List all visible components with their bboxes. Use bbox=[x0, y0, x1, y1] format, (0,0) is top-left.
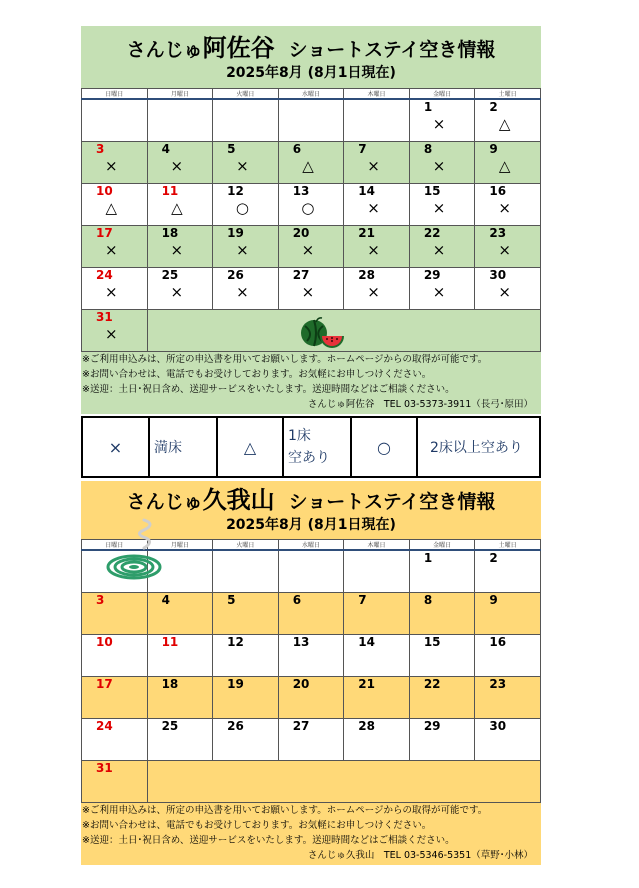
kugayama-week-row bbox=[82, 635, 541, 677]
asagaya-day-cell bbox=[82, 142, 148, 184]
availability-mark: × bbox=[367, 283, 380, 301]
kugayama-note-3: ※送迎：土日･祝日含め、送迎サービスをいたします。送迎時間などはご相談ください。 bbox=[82, 835, 455, 846]
day-number: 14 bbox=[358, 635, 375, 649]
asagaya-day-cell bbox=[213, 142, 279, 184]
day-number: 5 bbox=[227, 593, 236, 607]
availability-mark: × bbox=[301, 283, 315, 301]
day-number: 27 bbox=[292, 719, 310, 733]
asagaya-notes bbox=[81, 352, 541, 414]
availability-mark: × bbox=[236, 283, 249, 301]
kugayama-weekday-header: 月曜日 bbox=[147, 540, 213, 551]
availability-mark: × bbox=[432, 115, 446, 133]
kugayama-day-cell bbox=[278, 593, 344, 635]
kugayama-day-cell bbox=[147, 719, 213, 761]
availability-mark: × bbox=[498, 241, 511, 259]
day-number: 25 bbox=[161, 719, 179, 733]
kugayama-day-cell bbox=[82, 635, 148, 677]
availability-mark: ○ bbox=[235, 199, 249, 217]
availability-mark: × bbox=[104, 241, 118, 259]
asagaya-date-line: 2025年8月 (8月1日現在) bbox=[226, 65, 396, 81]
kugayama-day-cell bbox=[82, 719, 148, 761]
kugayama-day-cell bbox=[344, 719, 410, 761]
asagaya-day-cell bbox=[82, 310, 148, 352]
day-number: 23 bbox=[489, 226, 507, 240]
kugayama-weekday-header: 金曜日 bbox=[409, 540, 475, 551]
availability-mark: ○ bbox=[301, 199, 315, 217]
availability-mark: × bbox=[104, 283, 118, 301]
day-number: 17 bbox=[96, 226, 113, 240]
legend-full-symbol: × bbox=[82, 417, 149, 477]
kugayama-empty-day-cell bbox=[344, 550, 410, 593]
kugayama-day-cell bbox=[475, 550, 541, 593]
kugayama-day-cell bbox=[147, 635, 213, 677]
day-number: 19 bbox=[227, 677, 244, 691]
kugayama-weekday-header: 日曜日 bbox=[82, 540, 148, 551]
day-number: 29 bbox=[423, 268, 441, 282]
availability-mark: × bbox=[498, 199, 511, 217]
asagaya-note-2: ※お問い合わせは、電話でもお受けしております。お気軽にお申しつけください。 bbox=[82, 369, 432, 380]
day-number: 30 bbox=[489, 268, 507, 282]
asagaya-weekday-header: 土曜日 bbox=[475, 89, 541, 100]
availability-mark: × bbox=[236, 241, 249, 259]
kugayama-contact: さんじゅ久我山 TEL 03-5346-5351（草野･小林） bbox=[307, 850, 533, 861]
legend-one-bed-symbol: △ bbox=[217, 417, 283, 477]
asagaya-weekday-header: 水曜日 bbox=[278, 89, 344, 100]
asagaya-week-row bbox=[82, 142, 541, 184]
asagaya-week-row bbox=[82, 99, 541, 142]
mosquito-coil-icon bbox=[104, 516, 162, 580]
asagaya-day-cell bbox=[344, 268, 410, 310]
day-number: 4 bbox=[161, 142, 170, 156]
availability-mark: × bbox=[498, 283, 511, 301]
day-number: 26 bbox=[227, 268, 244, 282]
kugayama-empty-span-cell bbox=[147, 761, 540, 803]
asagaya-day-cell bbox=[475, 184, 541, 226]
kugayama-weekday-header: 火曜日 bbox=[213, 540, 279, 551]
kugayama-day-cell bbox=[213, 593, 279, 635]
asagaya-day-cell bbox=[82, 268, 148, 310]
day-number: 10 bbox=[96, 184, 113, 198]
legend-one-bed-label: 1床 空あり bbox=[283, 417, 351, 477]
day-number: 14 bbox=[358, 184, 375, 198]
asagaya-day-cell bbox=[475, 226, 541, 268]
asagaya-day-cell bbox=[344, 226, 410, 268]
kugayama-day-cell bbox=[475, 677, 541, 719]
day-number: 5 bbox=[227, 142, 236, 156]
kugayama-weekday-header: 土曜日 bbox=[475, 540, 541, 551]
kugayama-day-cell bbox=[344, 593, 410, 635]
kugayama-day-cell bbox=[409, 550, 475, 593]
day-number: 18 bbox=[161, 226, 179, 240]
asagaya-day-cell bbox=[82, 184, 148, 226]
legend-two-beds-symbol: ○ bbox=[351, 417, 417, 477]
asagaya-week-row bbox=[82, 268, 541, 310]
kugayama-day-cell bbox=[475, 593, 541, 635]
day-number: 12 bbox=[227, 184, 244, 198]
asagaya-day-cell bbox=[147, 226, 213, 268]
day-number: 7 bbox=[358, 593, 367, 607]
day-number: 13 bbox=[292, 184, 310, 198]
kugayama-day-cell bbox=[147, 677, 213, 719]
availability-mark: × bbox=[170, 241, 184, 259]
asagaya-empty-day-cell bbox=[213, 99, 279, 142]
day-number: 6 bbox=[292, 593, 302, 607]
kugayama-week-row bbox=[82, 593, 541, 635]
asagaya-day-cell bbox=[82, 226, 148, 268]
asagaya-day-cell bbox=[147, 142, 213, 184]
day-number: 15 bbox=[423, 635, 441, 649]
asagaya-week-row bbox=[82, 226, 541, 268]
day-number: 2 bbox=[489, 551, 498, 565]
availability-mark: × bbox=[367, 199, 380, 217]
asagaya-day-cell bbox=[213, 184, 279, 226]
day-number: 9 bbox=[489, 142, 498, 156]
availability-mark: × bbox=[432, 283, 446, 301]
day-number: 17 bbox=[96, 677, 113, 691]
day-number: 31 bbox=[96, 761, 113, 775]
asagaya-empty-day-cell bbox=[82, 99, 148, 142]
kugayama-day-cell bbox=[213, 677, 279, 719]
asagaya-day-cell bbox=[409, 99, 475, 142]
asagaya-weekday-header: 月曜日 bbox=[147, 89, 213, 100]
day-number: 24 bbox=[96, 719, 113, 733]
day-number: 21 bbox=[358, 677, 375, 691]
asagaya-day-cell bbox=[409, 142, 475, 184]
day-number: 16 bbox=[489, 184, 507, 198]
kugayama-day-cell bbox=[409, 593, 475, 635]
day-number: 12 bbox=[227, 635, 244, 649]
day-number: 13 bbox=[292, 635, 310, 649]
day-number: 1 bbox=[423, 100, 433, 114]
day-number: 21 bbox=[358, 226, 375, 240]
asagaya-empty-day-cell bbox=[278, 99, 344, 142]
day-number: 15 bbox=[423, 184, 441, 198]
legend-full-label: 満床 bbox=[149, 417, 217, 477]
day-number: 20 bbox=[292, 677, 310, 691]
day-number: 31 bbox=[96, 310, 113, 324]
asagaya-note-3: ※送迎：土日･祝日含め、送迎サービスをいたします。送迎時間などはご相談ください。 bbox=[82, 384, 455, 395]
kugayama-day-cell bbox=[409, 635, 475, 677]
day-number: 27 bbox=[292, 268, 310, 282]
asagaya-day-cell bbox=[475, 268, 541, 310]
kugayama-day-cell bbox=[278, 719, 344, 761]
asagaya-day-cell bbox=[409, 268, 475, 310]
asagaya-title-bar bbox=[81, 26, 541, 88]
day-number: 28 bbox=[358, 268, 375, 282]
day-number: 8 bbox=[423, 593, 433, 607]
kugayama-day-cell bbox=[344, 677, 410, 719]
availability-mark: × bbox=[170, 157, 184, 175]
day-number: 16 bbox=[489, 635, 507, 649]
kugayama-day-cell bbox=[475, 635, 541, 677]
day-number: 6 bbox=[292, 142, 302, 156]
day-number: 26 bbox=[227, 719, 244, 733]
kugayama-note-1: ※ご利用申込みは、所定の申込書を用いてお願いします。ホームページからの取得が可能です。 bbox=[82, 805, 488, 816]
availability-mark: × bbox=[236, 157, 249, 175]
asagaya-day-cell bbox=[278, 268, 344, 310]
day-number: 10 bbox=[96, 635, 113, 649]
asagaya-day-cell bbox=[278, 184, 344, 226]
day-number: 7 bbox=[358, 142, 367, 156]
kugayama-notes bbox=[81, 803, 541, 865]
day-number: 22 bbox=[423, 677, 441, 691]
kugayama-week-row bbox=[82, 719, 541, 761]
asagaya-empty-day-cell bbox=[147, 99, 213, 142]
kugayama-day-cell bbox=[82, 761, 148, 803]
kugayama-day-cell bbox=[278, 635, 344, 677]
availability-mark: △ bbox=[171, 199, 183, 217]
asagaya-day-cell bbox=[409, 226, 475, 268]
kugayama-day-cell bbox=[409, 719, 475, 761]
day-number: 22 bbox=[423, 226, 441, 240]
day-number: 29 bbox=[423, 719, 441, 733]
kugayama-day-cell bbox=[213, 635, 279, 677]
asagaya-title: さんじゅ阿佐谷 ショートステイ空き情報 bbox=[126, 34, 496, 62]
kugayama-day-cell bbox=[278, 677, 344, 719]
day-number: 18 bbox=[161, 677, 179, 691]
kugayama-day-cell bbox=[344, 635, 410, 677]
day-number: 30 bbox=[489, 719, 507, 733]
asagaya-day-cell bbox=[278, 226, 344, 268]
asagaya-week-row bbox=[82, 184, 541, 226]
kugayama-empty-day-cell bbox=[213, 550, 279, 593]
kugayama-week-row bbox=[82, 677, 541, 719]
legend-two-beds-label: 2床以上空あり bbox=[417, 417, 540, 477]
asagaya-day-cell bbox=[147, 184, 213, 226]
asagaya-section bbox=[81, 26, 541, 414]
availability-mark: △ bbox=[498, 115, 511, 133]
day-number: 3 bbox=[96, 593, 105, 607]
availability-mark: △ bbox=[302, 157, 314, 175]
asagaya-note-1: ※ご利用申込みは、所定の申込書を用いてお願いします。ホームページからの取得が可能です。 bbox=[82, 354, 488, 365]
availability-mark: × bbox=[367, 157, 380, 175]
day-number: 1 bbox=[423, 551, 433, 565]
kugayama-day-cell bbox=[213, 719, 279, 761]
asagaya-weekday-header: 火曜日 bbox=[213, 89, 279, 100]
availability-mark: × bbox=[104, 157, 118, 175]
day-number: 9 bbox=[489, 593, 498, 607]
day-number: 11 bbox=[161, 635, 179, 649]
asagaya-weekday-header: 日曜日 bbox=[82, 89, 148, 100]
day-number: 24 bbox=[96, 268, 113, 282]
day-number: 2 bbox=[489, 100, 498, 114]
kugayama-weekday-header: 水曜日 bbox=[278, 540, 344, 551]
day-number: 11 bbox=[161, 184, 179, 198]
kugayama-day-cell bbox=[147, 593, 213, 635]
day-number: 4 bbox=[161, 593, 170, 607]
day-number: 19 bbox=[227, 226, 244, 240]
day-number: 8 bbox=[423, 142, 433, 156]
asagaya-empty-day-cell bbox=[344, 99, 410, 142]
kugayama-day-cell bbox=[82, 593, 148, 635]
availability-mark: × bbox=[301, 241, 315, 259]
asagaya-day-cell bbox=[147, 268, 213, 310]
kugayama-note-2: ※お問い合わせは、電話でもお受けしております。お気軽にお申しつけください。 bbox=[82, 820, 432, 831]
asagaya-weekday-header: 金曜日 bbox=[409, 89, 475, 100]
kugayama-week-row bbox=[82, 761, 541, 803]
availability-mark: × bbox=[432, 157, 446, 175]
availability-mark: × bbox=[367, 241, 380, 259]
kugayama-weekday-header: 木曜日 bbox=[344, 540, 410, 551]
availability-legend bbox=[81, 416, 541, 478]
day-number: 23 bbox=[489, 677, 507, 691]
kugayama-day-cell bbox=[475, 719, 541, 761]
day-number: 20 bbox=[292, 226, 310, 240]
availability-mark: △ bbox=[498, 157, 511, 175]
asagaya-day-cell bbox=[475, 142, 541, 184]
day-number: 28 bbox=[358, 719, 375, 733]
kugayama-day-cell bbox=[409, 677, 475, 719]
kugayama-day-cell bbox=[82, 677, 148, 719]
kugayama-title: さんじゅ久我山 ショートステイ空き情報 bbox=[126, 486, 496, 514]
asagaya-day-cell bbox=[213, 226, 279, 268]
asagaya-day-cell bbox=[278, 142, 344, 184]
asagaya-day-cell bbox=[344, 142, 410, 184]
kugayama-date-line: 2025年8月 (8月1日現在) bbox=[226, 517, 396, 533]
availability-mark: × bbox=[104, 325, 118, 343]
asagaya-day-cell bbox=[475, 99, 541, 142]
availability-mark: × bbox=[432, 199, 446, 217]
kugayama-empty-day-cell bbox=[278, 550, 344, 593]
asagaya-day-cell bbox=[409, 184, 475, 226]
availability-mark: × bbox=[432, 241, 446, 259]
asagaya-weekday-header: 木曜日 bbox=[344, 89, 410, 100]
day-number: 25 bbox=[161, 268, 179, 282]
asagaya-day-cell bbox=[344, 184, 410, 226]
watermelon-icon bbox=[300, 314, 346, 350]
availability-mark: × bbox=[170, 283, 184, 301]
asagaya-calendar bbox=[81, 88, 541, 352]
availability-mark: △ bbox=[105, 199, 118, 217]
asagaya-day-cell bbox=[213, 268, 279, 310]
day-number: 3 bbox=[96, 142, 105, 156]
asagaya-contact: さんじゅ阿佐谷 TEL 03-5373-3911（長弓･原田） bbox=[307, 399, 533, 410]
